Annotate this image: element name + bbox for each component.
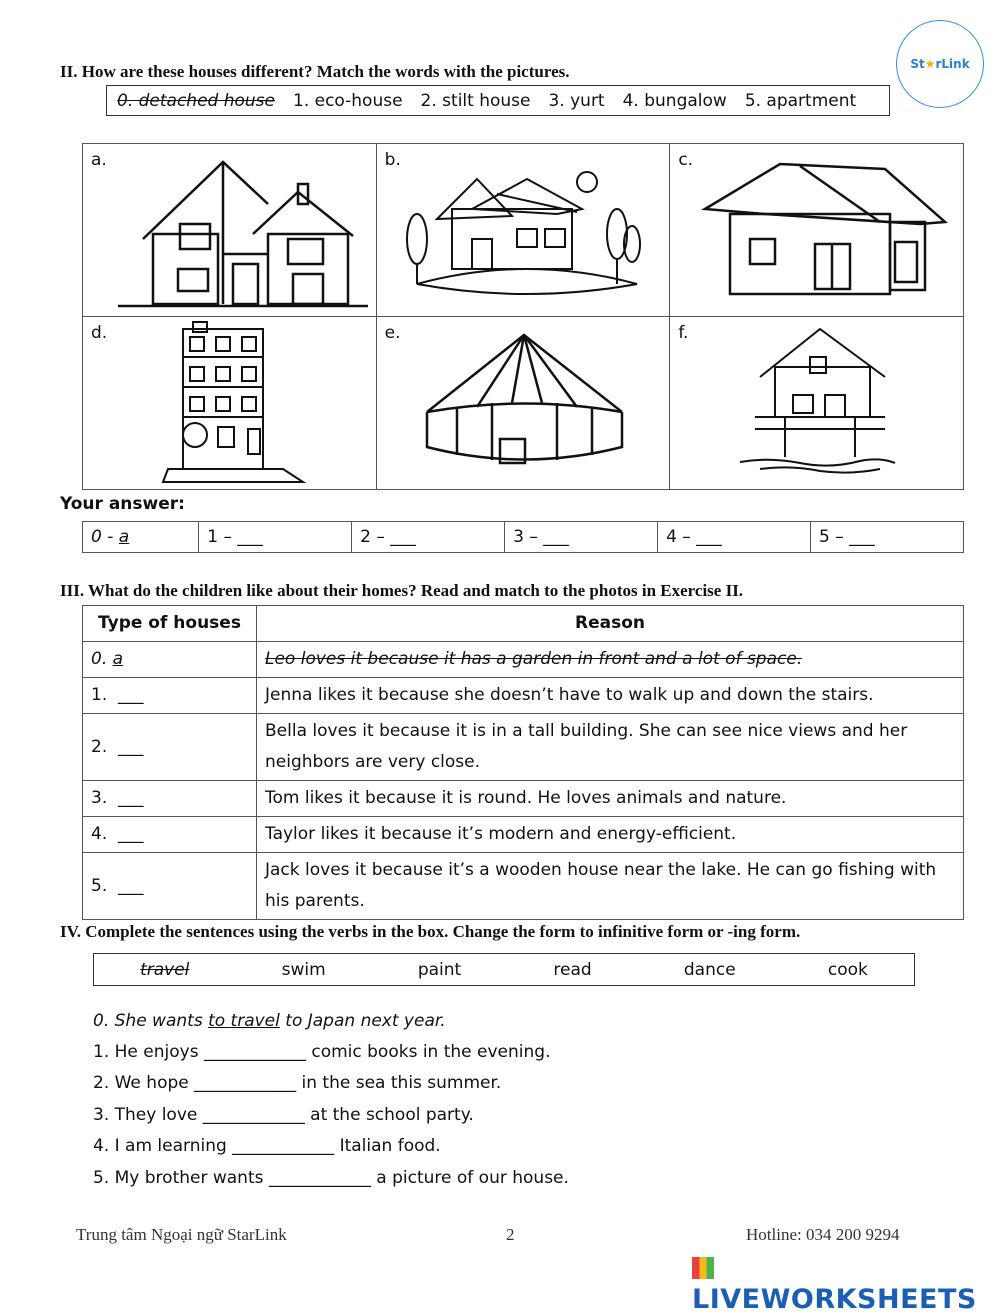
word-item: 4. bungalow [622,90,727,111]
picture-cell-a [83,144,377,317]
answer-number: 1 – ___ [207,527,263,547]
stilt-house-drawing [670,317,964,489]
sentence-3: 3. They love ____________ at the school party. [93,1105,474,1125]
example-sentence [93,1011,446,1031]
word-item: 2. stilt house [420,90,531,111]
row-number: 4. [91,824,108,844]
row-blank: ___ [118,685,144,705]
col-reason-header: Reason [257,606,964,642]
table-row [83,714,964,781]
answer-cell[interactable] [658,522,811,553]
footer-center-name: Trung tâm Ngoại ngữ StarLink [76,1225,287,1244]
verb-item: read [553,959,592,980]
answer-number: 4 – ___ [666,527,722,547]
logo-star-icon: ★ [924,57,936,71]
picture-label: d. [91,323,108,343]
answer-value: a [118,527,130,547]
answer-number: 0 - [91,527,119,547]
apartment-drawing [83,317,377,489]
reason-cell: Bella loves it because it is in a tall building. She can see nice views and her neighbors are very close. [257,714,964,781]
answer-number: 3 – ___ [513,527,569,547]
sentence-5: 5. My brother wants ____________ a picture of our house. [93,1168,569,1188]
page-number: 2 [506,1225,515,1244]
type-cell[interactable] [83,714,257,781]
verb-item: swim [281,959,326,980]
brand-text: LIVEWORKSHEETS [692,1284,977,1315]
row-number: 5. [91,875,108,896]
type-cell[interactable] [83,678,257,714]
section3-heading: III. What do the children like about their homes? Read and match to the photos in Exercise II. [60,581,744,600]
type-cell[interactable] [83,817,257,853]
type-cell [83,642,257,678]
picture-cell-e [376,317,670,490]
picture-cell-b [376,144,670,317]
sentence-4: 4. I am learning ____________ Italian food. [93,1136,441,1156]
type-cell[interactable] [83,781,257,817]
row-number: 2. [91,736,108,757]
table-row [83,781,964,817]
answer-cell [83,522,199,553]
bungalow-drawing [670,144,964,316]
sentence-1: 1. He enjoys ____________ comic books in the evening. [93,1042,551,1062]
example-post: to Japan next year. [279,1011,446,1031]
word-item: 5. apartment [744,90,857,111]
row-number: 3. [91,788,108,808]
verb-item: travel [140,959,190,980]
yurt-drawing [377,317,671,489]
example-pre: 0. She wants [93,1011,209,1031]
answer-number: 5 – ___ [819,527,875,547]
row-blank: a [112,649,124,669]
type-cell[interactable] [83,853,257,920]
word-item: 3. yurt [548,90,605,111]
verb-box [93,953,915,986]
answer-cell[interactable] [505,522,658,553]
answer-grid [82,521,964,553]
your-answer-label: Your answer: [60,494,185,514]
word-item: 0. detached house [117,90,275,111]
row-blank: ___ [118,788,144,808]
answer-cell[interactable] [811,522,964,553]
reason-cell: Jenna likes it because she doesn’t have to walk up and down the stairs. [257,678,964,714]
logo-text-b: rLink [935,57,970,71]
col-type-header: Type of houses [83,606,257,642]
reason-cell: Taylor likes it because it’s modern and energy-efficient. [257,817,964,853]
word-item: 1. eco-house [293,90,403,111]
example-answer: to travel [208,1011,280,1031]
picture-label: f. [678,323,689,343]
row-blank: ___ [118,824,144,844]
reason-table [82,605,964,920]
table-row [83,678,964,714]
picture-cell-d [83,317,377,490]
table-row [83,853,964,920]
row-blank: ___ [118,875,144,896]
verb-item: dance [683,959,736,980]
table-row [83,817,964,853]
reason-cell: Leo loves it because it has a garden in front and a lot of space. [257,642,964,678]
picture-label: c. [678,150,694,170]
liveworksheets-logo [692,1253,1000,1315]
logo-text-a: St [910,57,925,71]
liveworksheets-icon [692,1257,714,1279]
section4-heading: IV. Complete the sentences using the verbs in the box. Change the form to infinitive form or -ing form. [60,922,801,941]
section2-heading: II. How are these houses different? Match the words with the pictures. [60,62,570,81]
sentence-2: 2. We hope ____________ in the sea this summer. [93,1073,502,1093]
eco-house-drawing [377,144,671,316]
reason-cell: Jack loves it because it’s a wooden house near the lake. He can go fishing with his parents. [257,853,964,920]
row-blank: ___ [118,736,144,757]
picture-label: a. [91,150,107,170]
table-row [83,642,964,678]
picture-label: b. [384,150,401,170]
footer-hotline: Hotline: 034 200 9294 [746,1225,900,1244]
word-box [106,85,890,116]
answer-number: 2 – ___ [360,527,416,547]
verb-item: cook [827,959,868,980]
answer-cell[interactable] [199,522,352,553]
picture-label: e. [384,323,401,343]
starlink-logo [896,20,984,108]
reason-cell: Tom likes it because it is round. He loves animals and nature. [257,781,964,817]
picture-cell-c [670,144,964,317]
detached-house-drawing [83,144,377,316]
row-number: 1. [91,685,108,705]
picture-cell-f [670,317,964,490]
answer-cell[interactable] [352,522,505,553]
verb-item: paint [417,959,462,980]
row-number: 0. [91,649,108,669]
picture-grid [82,143,964,490]
